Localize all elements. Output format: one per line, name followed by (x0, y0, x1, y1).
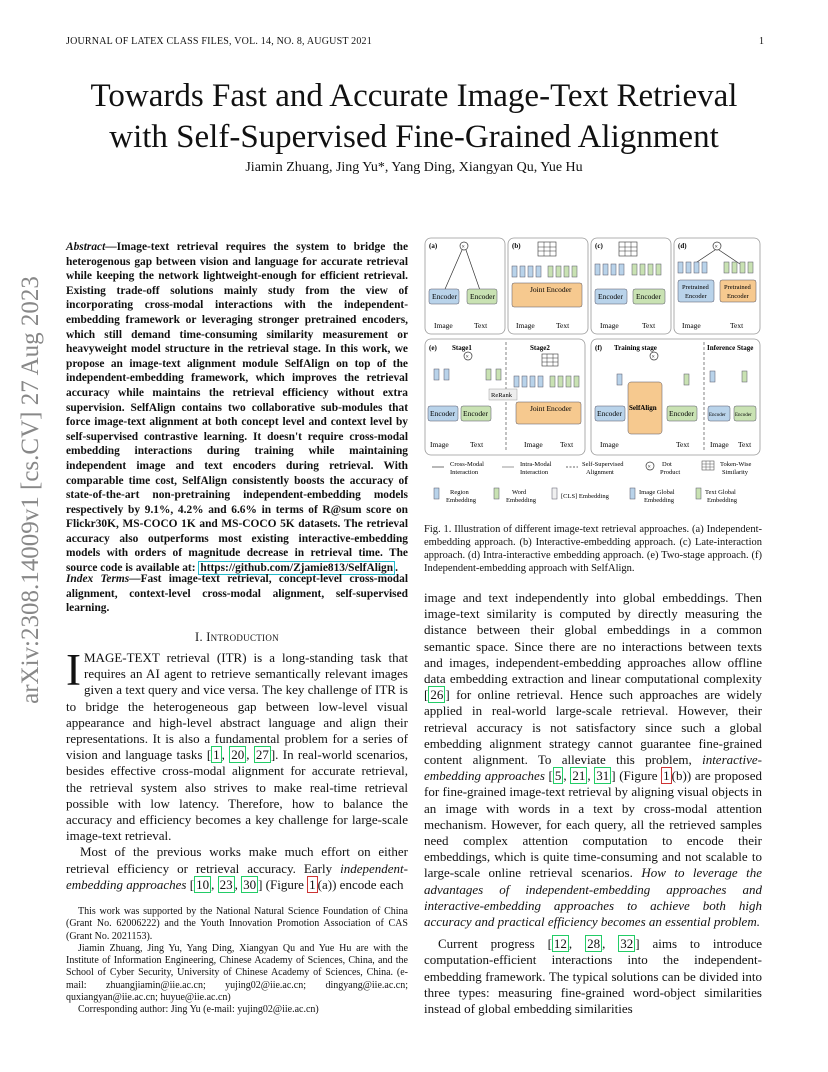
citation-link[interactable]: 1 (213, 747, 220, 763)
svg-text:Word: Word (512, 489, 527, 496)
svg-text:ReRank: ReRank (491, 392, 512, 399)
abstract-label: Abstract (66, 241, 106, 253)
svg-text:Embedding: Embedding (506, 497, 536, 504)
svg-text:×: × (461, 244, 465, 251)
svg-text:×: × (714, 244, 718, 251)
svg-text:Stage2: Stage2 (530, 344, 550, 352)
panel-label: (b) (512, 242, 521, 250)
panel-label: (c) (595, 242, 603, 250)
svg-text:Stage1: Stage1 (452, 344, 472, 352)
token-wise-grid-icon (538, 242, 556, 256)
svg-text:Token-Wise: Token-Wise (720, 461, 752, 468)
svg-text:Text: Text (730, 321, 744, 330)
svg-text:×: × (465, 354, 469, 361)
svg-text:Interaction: Interaction (450, 469, 479, 476)
author-list: Jiamin Zhuang, Jing Yu*, Yang Ding, Xiangyan Qu, Yue Hu (245, 160, 583, 175)
panel-label: (e) (429, 344, 437, 352)
svg-text:Image: Image (430, 440, 449, 449)
svg-text:Embedding: Embedding (644, 497, 674, 504)
svg-text:Dot: Dot (662, 461, 672, 468)
citation-link[interactable]: 5 (554, 768, 562, 784)
svg-text:Similarity: Similarity (722, 469, 748, 476)
svg-text:Encoder: Encoder (669, 409, 694, 418)
svg-text:Encoder: Encoder (709, 413, 726, 418)
source-code-link[interactable]: https://github.com/Zjamie813/SelfAlign (200, 562, 394, 575)
citation-link[interactable]: 23 (219, 876, 233, 892)
running-head: JOURNAL OF LATEX CLASS FILES, VOL. 14, NO. 8, AUGUST 2021 (66, 36, 372, 47)
citation-link[interactable]: 26 (430, 687, 444, 703)
citation-link[interactable]: 12 (553, 936, 567, 952)
panel-label: (a) (429, 242, 438, 250)
svg-text:Joint Encoder: Joint Encoder (530, 404, 572, 413)
svg-text:Encoder: Encoder (598, 292, 623, 301)
svg-text:Interaction: Interaction (520, 469, 549, 476)
intro-text: IMAGE-TEXT retrieval (ITR) is a long-standing task that requires an AI agent to retrieve semantically relevant images given a text query and vice versa. The key challenge of ITR is to bridge the heterogeneous gap between low-level visual appearance and high-level abstract language and align their representations. It is also a fundamental problem for a series of vision and language tasks [ 1 , 20 , 27 ]. In real-world scenarios, besides effective cross-modal alignment for accurate retrieval, the retrieval system also strives to make real-time retrieval possible with low latency. Therefore, how to balance the accuracy and efficiency becomes a key challenge for large-scale image-text retrieval. Most of the previous works make much effort on either retrieval efficiency or retrieval accuracy. Early independent-embedding approaches [ 10 , 23 , 30 ] (Figure 1 (a)) encode each (66, 645, 409, 892)
svg-text:Alignment: Alignment (586, 469, 614, 476)
paper-title: Towards Fast and Accurate Image-Text Retrieval with Self-Supervised Fine-Grained Alignment (90, 78, 738, 155)
svg-text:SelfAlign: SelfAlign (629, 404, 657, 412)
svg-text:×: × (647, 464, 651, 471)
svg-text:Encoder: Encoder (735, 413, 752, 418)
citation-link[interactable]: 20 (231, 747, 245, 763)
svg-text:Text: Text (470, 440, 484, 449)
svg-text:Encoder: Encoder (685, 293, 707, 300)
svg-text:Training stage: Training stage (614, 344, 657, 352)
svg-text:Image Global: Image Global (639, 489, 675, 496)
svg-text:Encoder: Encoder (432, 292, 457, 301)
svg-text:Encoder: Encoder (470, 292, 495, 301)
citation-link[interactable]: 21 (572, 768, 586, 784)
svg-text:Joint Encoder: Joint Encoder (530, 285, 572, 294)
svg-text:Image: Image (600, 321, 619, 330)
drop-cap: I (66, 645, 81, 695)
citation-link[interactable]: 28 (587, 936, 601, 952)
footnotes: This work was supported by the National Natural Science Foundation of China (Grant No. 62006222) and the Youth Innovation Promotion Association of CAS (Grant No. 2021153). Jiamin Zhuang, Jing Yu, Yang Ding, Xiangyan Qu and Yue Hu are with the Institute of Information Engineering, Chinese Academy of Sciences, China, and the School of Cyber Security, University of Chinese Academy of Sciences, China. (e-mail: zhuangjiamin@iie.ac.cn; yujing02@iie.ac.cn; dingyang@iie.ac.cn; quxiangyan@iie.ac.cn; huyue@iie.ac.cn) Corresponding author: Jing Yu (e-mail: yujing02@iie.ac.cn) (66, 906, 408, 1016)
svg-text:Region: Region (450, 489, 469, 496)
svg-text:Encoder: Encoder (727, 293, 749, 300)
svg-text:Cross-Modal: Cross-Modal (450, 461, 484, 468)
svg-text:Text: Text (738, 440, 752, 449)
panel-label: (d) (678, 242, 687, 250)
citation-link[interactable]: 27 (255, 747, 269, 763)
panel-a-frame (425, 238, 505, 334)
svg-text:Encoder: Encoder (636, 292, 661, 301)
svg-text:Product: Product (660, 469, 681, 476)
svg-text:Image: Image (600, 440, 619, 449)
panel-label: (f) (595, 344, 602, 352)
svg-text:Image: Image (524, 440, 543, 449)
citation-link[interactable]: 31 (596, 768, 610, 784)
svg-text:Encoder: Encoder (597, 409, 622, 418)
panel-f-frame (591, 339, 760, 455)
svg-text:×: × (651, 354, 655, 361)
figure-legend (432, 461, 752, 504)
text-label: Text (474, 321, 488, 330)
page-number: 1 (759, 36, 764, 47)
svg-text:Embedding: Embedding (707, 497, 737, 504)
svg-text:Self-Supervised: Self-Supervised (582, 461, 624, 468)
svg-text:Text: Text (556, 321, 570, 330)
citation-link[interactable]: 30 (243, 876, 257, 892)
svg-text:Image: Image (682, 321, 701, 330)
figure-link[interactable]: 1 (309, 876, 316, 892)
index-terms: Index Terms—Fast image-text retrieval, concept-level cross-modal alignment, context-level cross-modal alignment, self-supervised learning. (66, 573, 408, 615)
svg-text:Encoder: Encoder (430, 409, 455, 418)
citation-link[interactable]: 10 (196, 876, 210, 892)
svg-text:Pretrained: Pretrained (724, 284, 751, 291)
svg-text:Image: Image (710, 440, 729, 449)
figure-1 (424, 236, 762, 516)
figure-caption: Fig. 1. Illustration of different image-text retrieval approaches. (a) Independent-embedding approach. (b) Interactive-embedding approach. (c) Late-interaction approach. (d) Intra-interactive embedding approach. (e) Two-stage approach. (f) Independent-embedding approach with SelfAlign. (424, 524, 762, 574)
svg-text:[CLS] Embedding: [CLS] Embedding (561, 493, 609, 500)
svg-text:Encoder: Encoder (463, 409, 488, 418)
image-label: Image (434, 321, 453, 330)
figure-link[interactable]: 1 (663, 768, 670, 784)
svg-text:Intra-Modal: Intra-Modal (520, 461, 552, 468)
svg-text:Embedding: Embedding (446, 497, 476, 504)
citation-link[interactable]: 32 (620, 936, 634, 952)
arxiv-stamp: arXiv:2308.14009v1 [cs.CV] 27 Aug 2023 (17, 276, 44, 704)
svg-text:Text: Text (642, 321, 656, 330)
svg-text:Image: Image (516, 321, 535, 330)
svg-text:Pretrained: Pretrained (682, 284, 709, 291)
svg-text:Text Global: Text Global (705, 489, 736, 496)
abstract: Abstract—Image-text retrieval requires the system to bridge the heterogenous gap between vision and language for accurate retrieval while keeping the network lightweight-enough for efficient retrieval. Existing trade-off solutions mainly study from the view of incorporating cross-modal interactions with the independent-embedding framework or leveraging stronger pretrained encoders, which still demand time-consuming similarity measurement or heavyweight model structure in the retrieval stage. In this work, we propose an image-text alignment module SelfAlign on top of the independent-embedding framework, which improves the retrieval accuracy while maintains the retrieval efficiency without extra supervision. SelfAlign contains two collaborative sub-modules that force image-text alignment at both concept level and context level by self-supervised contrastive learning. It doesn't require cross-modal embedding interactions during training while maintaining independent image and text encoders during retrieval. With comparable time cost, SelfAlign consistently boosts the accuracy of state-of-the-art non-pretraining independent-embedding models respectively by 9.1%, 4.2% and 6.6% in terms of R@sum score on Flickr30K, MS-COCO 1K and MS-COCO 5K datasets. The retrieval accuracy also outperforms most existing interactive-embedding models with orders of magnitude decrease in retrieval time. The source code is available at: https://github.com/Zjamie813/SelfAlign . (66, 241, 408, 575)
svg-text:Inference Stage: Inference Stage (707, 344, 754, 352)
svg-text:Text: Text (560, 440, 574, 449)
right-column-text: image and text independently into global embeddings. Then image-text similarity is computed by directly measuring the distance between their global embeddings in a common semantic space. Since there are no interactions between texts and images, independent-embedding approaches allow offline data embedding extraction and linear computational complexity [ 26 ] for online retrieval. Hence such approaches are widely applied in real-world large-scale retrieval. However, their retrieval accuracy is not satisfactory since such a global embedding alignment strategy cannot guarantee fine-grained content alignment. To alleviate this problem, interactive-embedding approaches [ 5 , 21 , 31 ] (Figure 1 (b)) are proposed for fine-grained image-text retrieval by aligning visual objects in an image with words in a text by cross-modal attention mechanism. However, for each query, all the retrieved samples need complex attention computation to encode their embeddings, which is quite time-consuming and not scalable to large-scale online retrieval scenarios. How to leverage the advantages of independent-embedding approaches and interactive-embedding approaches to achieve both high accuracy and practical efficiency becomes an essential problem. Current progress [ 12 , 28 , 32 ] aims to introduce computation-efficient interactions into the independent-embedding framework. The typical solutions can be divided into three types: measuring fine-grained word-object similarities instead of global embedding similarities (424, 590, 763, 1017)
svg-text:Text: Text (676, 440, 690, 449)
section-heading: I. Introduction (195, 630, 279, 644)
